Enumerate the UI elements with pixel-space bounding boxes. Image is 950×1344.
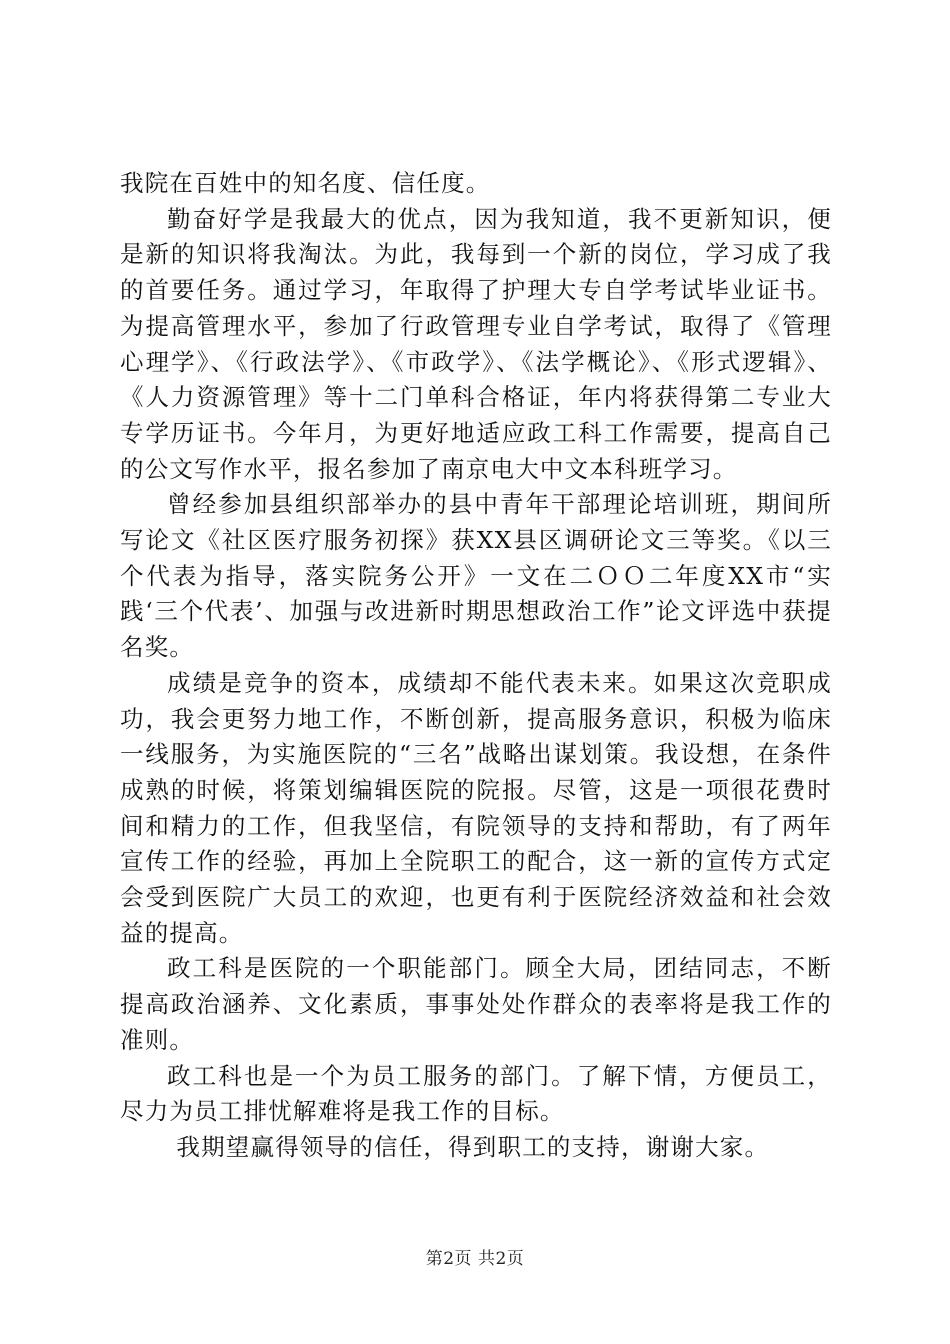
paragraph-continuation: 我院在百姓中的知名度、信任度。 (120, 169, 491, 197)
paragraph-training: 曾经参加县组织部举办的县中青年干部理论培训班，期间所写论文《社区医疗服务初探》获XX县区调研论文三等奖。《以三个代表为指导，落实院务公开》一文在二ＯＯ二年度XX市“实践‘三个代表’、加强与改进新时期思想政治工作”论文评选中获提名奖。 (120, 490, 832, 662)
paragraph-study: 勤奋好学是我最大的优点，因为我知道，我不更新知识，便是新的知识将我淘汰。为此，我每到一个新的岗位，学习成了我的首要任务。通过学习，年取得了护理大专自学考试毕业证书。为提高管理水平，参加了行政管理专业自学考试，取得了《管理心理学》、《行政法学》、《市政学》、《法学概论》、《形式逻辑》、《人力资源管理》等十二门单科合格证，年内将获得第二专业大专学历证书。今年月，为更好地适应政工科工作需要，提高自己的公文写作水平，报名参加了南京电大中文本科班学习。 (120, 204, 832, 483)
paragraph-department-role: 政工科是医院的一个职能部门。顾全大局，团结同志，不断提高政治涵养、文化素质，事事处处作群众的表率将是我工作的准则。 (120, 954, 832, 1054)
paragraph-achievements: 成绩是竞争的资本，成绩却不能代表未来。如果这次竞职成功，我会更努力地工作，不断创新，提高服务意识，积极为临床一线服务，为实施医院的“三名”战略出谋划策。我设想，在条件成熟的时候，将策划编辑医院的院报。尽管，这是一项很花费时间和精力的工作，但我坚信，有院领导的支持和帮助，有了两年宣传工作的经验，再加上全院职工的配合，这一新的宣传方式定会受到医院广大员工的欢迎，也更有利于医院经济效益和社会效益的提高。 (120, 668, 832, 947)
paragraph-closing: 我期望赢得领导的信任，得到职工的支持，谢谢大家。 (176, 1132, 770, 1161)
paragraph-service-goal: 政工科也是一个为员工服务的部门。了解下情，方便员工，尽力为员工排忧解难将是我工作的目标。 (120, 1061, 832, 1126)
page-footer: 第2页 共2页 (425, 1249, 525, 1269)
document-body (120, 166, 832, 1166)
